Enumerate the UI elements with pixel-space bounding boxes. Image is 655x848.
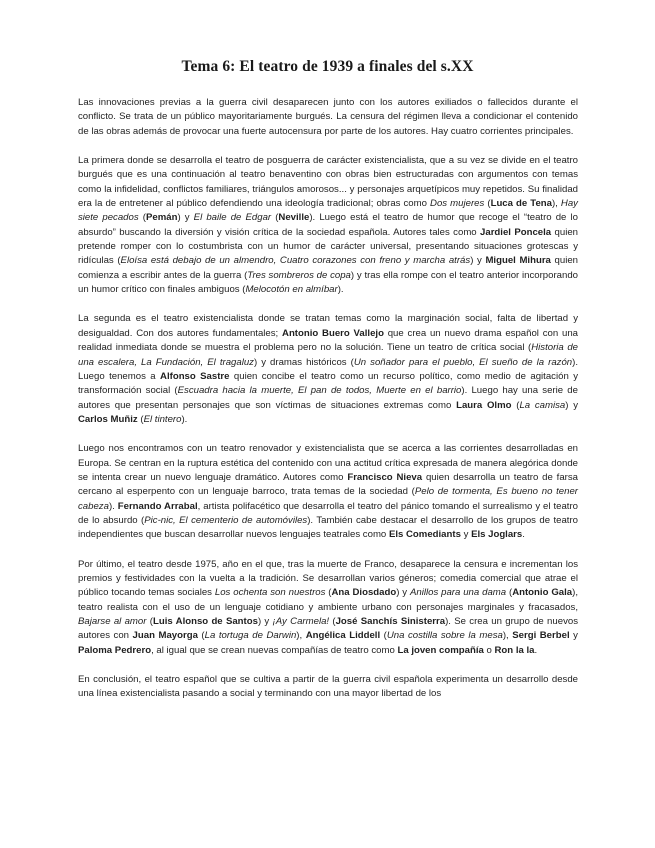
- company-name: La joven compañía: [397, 644, 484, 656]
- text-run: (: [197, 630, 205, 642]
- text-run: ), teatro realista con el uso de un lenguaje cotidiano y ambiente urbano con personajes marginales y fracasados,: [78, 587, 578, 613]
- text-run: Las innovaciones previas a la guerra civil desaparecen junto con los autores exiliados o fallecidos durante el conflicto. Se trata de un público mayoritariamente burgués. La censura del régimen lleva a condicionar el contenido de las obras además de provocar una fuerte autocensura por parte de los autores. Hay cuatro corrientes principales.: [78, 97, 578, 137]
- text-run: Por último, el teatro desde 1975, año en el que, tras la muerte de Franco, desaparece la censura e incrementan los premios y festividades con la vuelta a la tradición. Se desarrollan varios géneros; comedia comercial que atrae el público tocando temas sociales: [78, 558, 578, 599]
- text-run: ),: [551, 198, 561, 210]
- work-title: El tintero: [143, 413, 182, 425]
- author-name: Paloma Pedrero: [78, 644, 152, 656]
- paragraph-existencialista: [78, 312, 578, 427]
- text-run: ). Luego está el teatro de humor que recoge el “teatro de lo absurdo” buscando la diversión y visión crítica de la sociedad española. Autores tales como: [78, 212, 578, 238]
- work-title: Pic-nic, El cementerio de automóviles: [144, 514, 308, 526]
- text-run: En conclusión, el teatro español que se cultiva a partir de la guerra civil española experimenta un desarrollo desde una línea existencialista pasando a social y terminando con una mayor libertad de los: [78, 674, 578, 700]
- author-name: Antonio Buero Vallejo: [282, 327, 384, 339]
- text-run: ).: [108, 500, 118, 512]
- author-name: José Sanchís Sinisterra: [335, 616, 446, 627]
- text-run: La segunda es el teatro existencialista donde se tratan temas como la marginación social, falta de libertad y desigualdad. Con dos autores fundamentales;: [78, 313, 578, 339]
- document-body: [78, 96, 578, 702]
- text-run: quien desarrolla un teatro de farsa cercano al esperpento con un lenguaje barroco, trata temas de la sociedad (: [78, 471, 579, 498]
- text-run: Luego nos encontramos con un teatro renovador y existencialista que se acerca a las corrientes desarrolladas en Europa. Se centran en la ruptura estética del contenido con una actitud crítica expresada de manera alegórica donde se intenta crear un nuevo lenguaje dramático. Autores como: [78, 443, 578, 483]
- text-run: (: [484, 198, 491, 210]
- author-name: Sergi Berbel: [512, 630, 570, 642]
- text-run: ). Luego tenemos a: [78, 356, 579, 382]
- text-run: ),: [296, 630, 306, 642]
- work-title: Melocotón en almíbar: [245, 284, 338, 296]
- text-run: ) y: [177, 212, 194, 224]
- text-run: (: [329, 616, 336, 627]
- text-run: ).: [181, 413, 188, 425]
- work-title: Los ochenta son nuestros: [214, 587, 326, 599]
- text-run: ) y: [470, 255, 486, 267]
- text-run: ) y: [257, 616, 273, 627]
- text-run: La primera donde se desarrolla el teatro de posguerra de carácter existencialista, que a su vez se divide en el teatro burgués que es una continuación al teatro benaventino con obras bien estructuradas con argumentos con temas como la infidelidad, conflictos familiares, triángulos amorosos... y personajes arquetípicos muy repetidos. Su finalidad era la de entretener al público defendiendo una ideología tradicional; obras como: [78, 155, 578, 210]
- company-name: Ron la la: [494, 644, 535, 656]
- work-title: Dos mujeres: [430, 198, 485, 210]
- author-name: Fernando Arrabal: [117, 500, 198, 512]
- work-title: Un soñador para el pueblo, El sueño de la razón: [353, 356, 573, 368]
- company-name: Els Joglars: [471, 529, 523, 541]
- author-name: Francisco Nieva: [347, 471, 423, 483]
- paragraph-conclusion: [78, 673, 578, 702]
- work-title: Historia de una escalera, La Fundación, El tragaluz: [78, 342, 578, 368]
- work-title: ¡Ay Carmela!: [272, 616, 330, 627]
- work-title: La camisa: [519, 399, 566, 411]
- author-name: Pemán: [145, 212, 178, 224]
- work-title: Bajarse al amor: [78, 616, 147, 627]
- work-title: El baile de Edgar: [193, 212, 272, 224]
- text-run: ). Se crea un grupo de nuevos autores con: [78, 616, 578, 642]
- text-run: quien comienza a escribir antes de la guerra (: [78, 255, 578, 281]
- document-title: Tema 6: El teatro de 1939 a finales del s.XX: [181, 58, 474, 75]
- author-name: Carlos Muñiz: [78, 413, 138, 425]
- paragraph-renovador: [78, 442, 578, 542]
- text-run: .: [522, 529, 525, 541]
- author-name: Alfonso Sastre: [160, 370, 230, 382]
- work-title: La tortuga de Darwin: [204, 630, 297, 642]
- text-run: y: [460, 529, 472, 541]
- text-run: , al igual que se crean nuevas compañías de teatro como: [151, 644, 398, 656]
- work-title: Una costilla sobre la mesa: [386, 630, 503, 642]
- text-run: (: [137, 413, 144, 425]
- company-name: Els Comediants: [388, 529, 461, 541]
- text-run: ).: [337, 284, 344, 296]
- text-run: ) y tras ella rompe con el teatro anterior incorporando un humor crítico con finales ambiguos (: [78, 269, 579, 296]
- author-name: Neville: [278, 212, 310, 224]
- author-name: Laura Olmo: [456, 399, 512, 411]
- text-run: (: [271, 212, 279, 224]
- text-run: ),: [502, 630, 513, 642]
- text-run: ) y: [565, 399, 578, 411]
- text-run: y: [569, 630, 578, 642]
- text-run: (: [138, 212, 146, 224]
- text-run: .: [534, 644, 538, 656]
- text-run: ). También cabe destacar el desarrollo de los grupos de teatro independientes que buscan desarrollar nuevos lenguajes teatrales como: [78, 514, 578, 541]
- author-name: Jardiel Poncela: [480, 226, 552, 238]
- work-title: Pelo de tormenta, Es bueno no tener cabeza: [78, 486, 578, 512]
- text-run: (: [325, 587, 332, 599]
- author-name: Miguel Mihura: [485, 255, 551, 267]
- author-name: Angélica Liddell: [305, 630, 381, 642]
- author-name: Luis Alonso de Santos: [152, 616, 258, 627]
- work-title: Escuadra hacia la muerte, El pan de todos, Muerte en el barrio: [177, 385, 462, 397]
- work-title: Tres sombreros de copa: [247, 269, 351, 281]
- work-title: Anillos para una dama: [409, 587, 507, 599]
- text-run: (: [380, 630, 387, 642]
- paragraph-posguerra: [78, 154, 578, 297]
- work-title: Eloísa está debajo de un almendro, Cuatro corazones con freno y marcha atrás: [120, 255, 471, 267]
- author-name: Luca de Tena: [490, 198, 552, 210]
- text-run: (: [146, 616, 153, 627]
- text-run: (: [511, 399, 520, 411]
- text-run: ) y dramas históricos (: [253, 356, 354, 368]
- author-name: Juan Mayorga: [132, 630, 198, 642]
- text-run: que crea un nuevo drama español con una realidad inmediata donde se muestra el problema pero no la solución. Tiene un teatro de crítica social (: [78, 327, 578, 354]
- author-name: Ana Diosdado: [331, 587, 397, 599]
- text-run: o: [483, 644, 495, 656]
- text-run: quien concibe el teatro como un recurso político, como medio de agitación y transformación social (: [78, 370, 578, 397]
- text-run: ) y: [396, 587, 410, 599]
- text-run: (: [506, 587, 513, 599]
- paragraph-desde-1975: [78, 558, 578, 658]
- author-name: Antonio Gala: [512, 587, 573, 599]
- text-run: , artista polifacético que desarrolla el teatro del pánico tomando el surrealismo y el teatro de lo absurdo (: [78, 500, 578, 526]
- text-run: quien pretende romper con lo costumbrista con un humor de carácter universal, presentando situaciones grotescas y ridículas (: [78, 226, 578, 267]
- text-run: ). Luego hay una serie de autores que presentan personajes que son víctimas de situaciones extremas como: [78, 385, 578, 411]
- work-title: Hay siete pecados: [78, 198, 578, 224]
- paragraph-intro: [78, 96, 578, 139]
